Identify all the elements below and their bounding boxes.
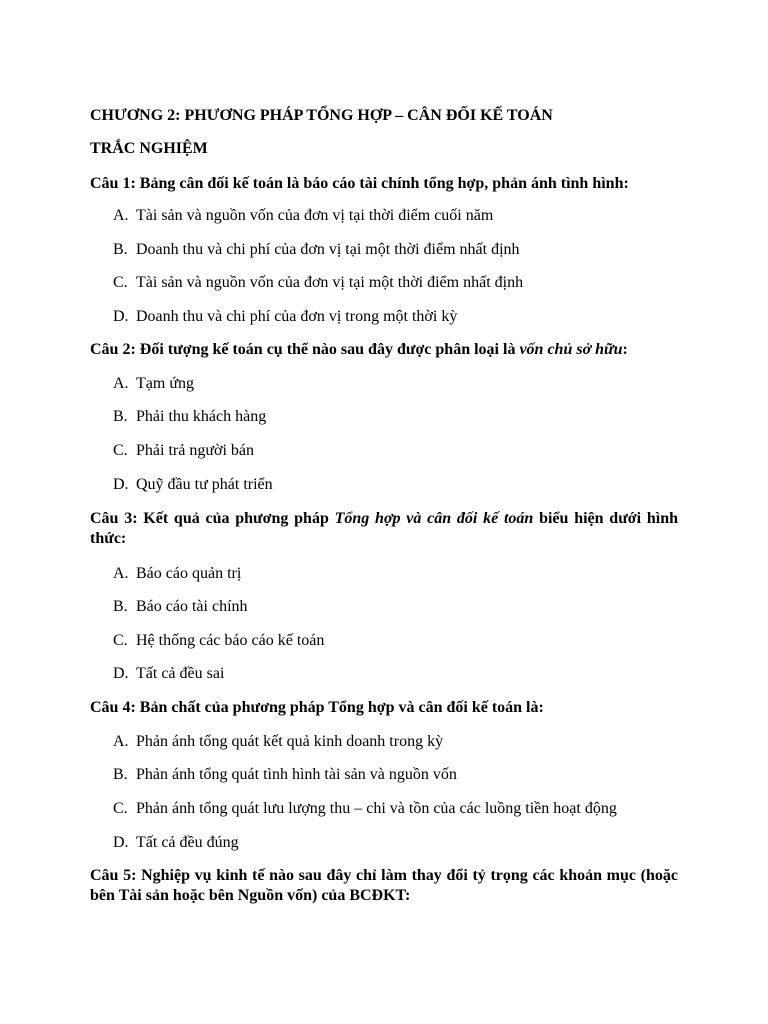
option-letter: D. — [113, 834, 129, 851]
option-letter: A. — [113, 565, 129, 582]
question-2-option-a — [113, 374, 194, 394]
prompt-emphasis: Tổng hợp và cân đối kế toán — [334, 510, 534, 527]
option-letter: B. — [113, 766, 128, 783]
question-3-option-b — [113, 597, 248, 617]
question-1-prompt: Câu 1: Bảng cân đối kế toán là báo cáo tài chính tổng hợp, phản ánh tình hình: — [90, 175, 629, 192]
option-letter: A. — [113, 733, 129, 750]
question-5-prompt: Câu 5: Nghiệp vụ kinh tế nào sau đây chỉ làm thay đổi tỷ trọng các khoản mục (hoặc bên Tài sản hoặc bên Nguồn vốn) của BCĐKT: — [90, 867, 678, 904]
question-4-option-a — [113, 732, 443, 752]
option-text: Phản ánh tổng quát kết quả kinh doanh trong kỳ — [136, 733, 444, 750]
option-letter: C. — [113, 442, 128, 459]
question-3-option-c — [113, 631, 324, 651]
option-letter: D. — [113, 308, 129, 325]
question-3-prompt — [90, 509, 678, 549]
option-text: Quỹ đầu tư phát triển — [136, 476, 273, 493]
option-text: Phải trả người bán — [136, 442, 254, 459]
question-3-option-d — [113, 664, 224, 684]
option-letter: C. — [113, 632, 128, 649]
option-text: Phản ánh tổng quát lưu lượng thu – chi và tồn của các luồng tiền hoạt động — [136, 800, 617, 817]
question-1-option-a — [113, 206, 493, 226]
section-title: TRẮC NGHIỆM — [90, 140, 208, 157]
prompt-text: : — [622, 341, 628, 358]
option-text: Phản ánh tổng quát tình hình tài sản và nguồn vốn — [136, 766, 457, 783]
question-2-option-d — [113, 475, 273, 495]
option-text: Tài sản và nguồn vốn của đơn vị tại một thời điểm nhất định — [136, 274, 524, 291]
option-text: Doanh thu và chi phí của đơn vị trong một thời kỳ — [136, 308, 458, 325]
option-letter: D. — [113, 665, 129, 682]
prompt-text: biểu hiện dưới hình thức: — [90, 510, 678, 547]
option-letter: B. — [113, 241, 128, 258]
question-4-option-c — [113, 799, 617, 819]
question-4-prompt: Câu 4: Bản chất của phương pháp Tổng hợp và cân đối kế toán là: — [90, 699, 544, 716]
question-1-option-d — [113, 307, 457, 327]
option-letter: B. — [113, 408, 128, 425]
prompt-text: Câu 3: Kết quả của phương pháp — [90, 510, 335, 527]
option-letter: C. — [113, 800, 128, 817]
question-2-prompt — [90, 340, 628, 360]
option-letter: D. — [113, 476, 129, 493]
question-2-option-c — [113, 441, 254, 461]
question-1-option-c — [113, 273, 523, 293]
chapter-title: CHƯƠNG 2: PHƯƠNG PHÁP TỔNG HỢP – CÂN ĐỐI KẾ TOÁN — [90, 107, 553, 124]
question-3-option-a — [113, 564, 241, 584]
option-text: Tạm ứng — [136, 375, 194, 392]
option-letter: B. — [113, 598, 128, 615]
option-text: Báo cáo quản trị — [136, 565, 242, 582]
option-text: Phải thu khách hàng — [136, 408, 267, 425]
prompt-emphasis: vốn chủ sở hữu — [519, 341, 623, 358]
option-text: Báo cáo tài chính — [136, 598, 248, 615]
question-2-option-b — [113, 407, 266, 427]
question-4-option-d — [113, 833, 239, 853]
option-text: Tất cả đều đúng — [136, 834, 239, 851]
option-letter: A. — [113, 207, 129, 224]
question-4-option-b — [113, 765, 457, 785]
option-text: Tài sản và nguồn vốn của đơn vị tại thời điểm cuối năm — [136, 207, 494, 224]
option-text: Tất cả đều sai — [136, 665, 225, 682]
question-1-option-b — [113, 240, 520, 260]
option-text: Doanh thu và chi phí của đơn vị tại một thời điểm nhất định — [136, 241, 520, 258]
option-letter: C. — [113, 274, 128, 291]
option-letter: A. — [113, 375, 129, 392]
option-text: Hệ thống các báo cáo kế toán — [136, 632, 325, 649]
prompt-text: Câu 2: Đối tượng kế toán cụ thể nào sau đây được phân loại là — [90, 341, 520, 358]
